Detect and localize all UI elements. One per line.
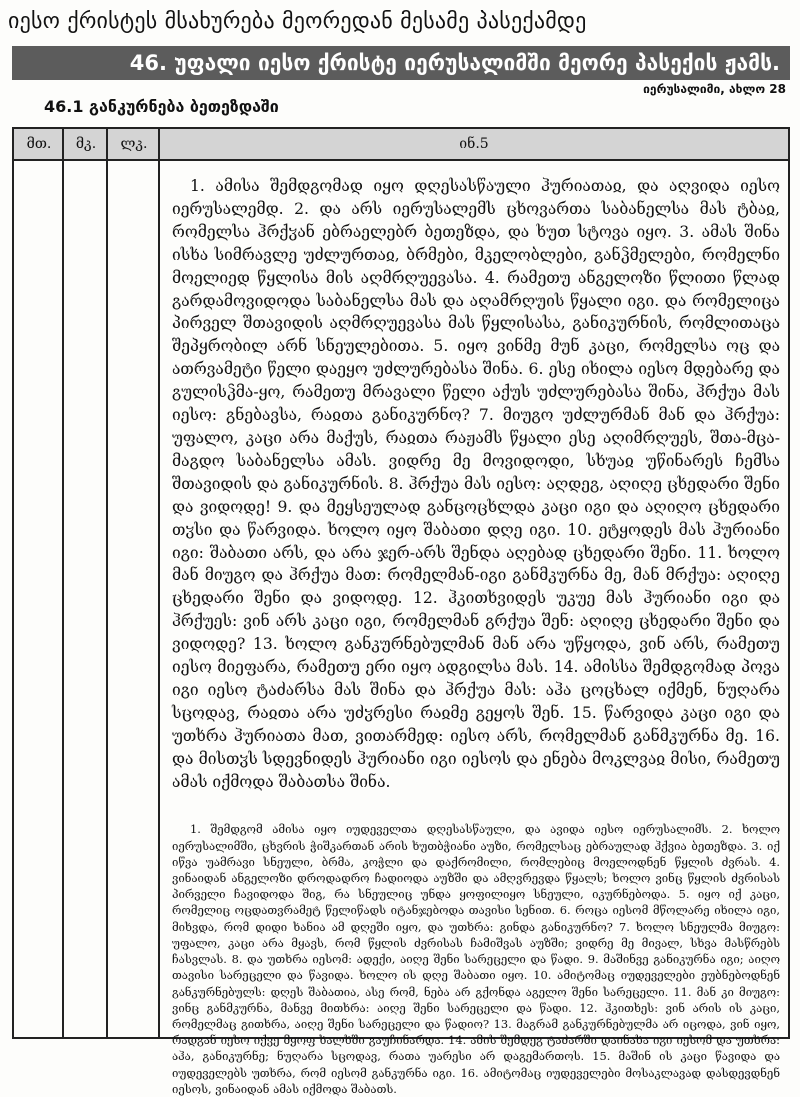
column-divider <box>158 129 160 1037</box>
section-heading: 46.1 განკურნება ბეთეზდაში <box>44 97 279 116</box>
header-matthew: მთ. <box>26 136 52 152</box>
john-text-modern-georgian: 1. შემდგომ ამისა იყო იუდეველთა დღესასწაული, და ავიდა იესო იერუსალიმს. 2. ხოლო იერუსალიმში, ცხვრის ჭიშკართან არის ხუთბჭიანი აუზი, რომელსაც ებრაულად ჰქვია ბეთეზდა. 3. იქ იწვა უამრავი სნეული, ბრმა, კოჭლი და დაქრომილი, რომლებიც მოელოდნენ წყლის ძვრას. 4. ვინაიდან ანგელოზი დროდადრო ჩადიოდა აუზში და ამღვრევდა წყალს; ხოლო ვინც წყლის ძვრისას პირველი ჩავიდოდა შიგ, რა სნეულიც უნდა ყოფილიყო სნეული, იკურნებოდა. 5. იყო იქ კაცი, რომელიც ოცდათვრამეტ წელიწადს იტანჯებოდა თავისი სენით. 6. როცა იესომ მწოლარე იხილა იგი, მიხვდა, რომ დიდი ხანია ამ დღეში იყო, და უთხრა: გინდა განიკურნო? 7. ხოლო სნეულმა მიუგო: უფალო, კაცი არა მყავს, რომ წყლის ძვრისას ჩამიშვას აუზში; ვიდრე მე მივალ, სხვა მასწრებს ჩასვლას. 8. და უთხრა იესომ: ადექი, აიღე შენი სარეცელი და წადი. 9. მაშინვე განიკურნა იგი; აიღო თავისი სარეცელი და წავიდა. ხოლო ის დღე შაბათი იყო. 10. ამიტომაც იუდეველები ეუბნებოდნენ განკურნებულს: დღეს შაბათია, ასე რომ, ნება არ გქონდა აგელო შენი სარეცელი. 11. მან კი მიუგო: ვინც განმკურნა, მანვე მითხრა: აიღე შენი სარეცელი და წადი. 12. ჰკითხეს: ვინ არის ის კაცი, რომელმაც გითხრა, აიღე შენი სარეცელი და წადიო? 13. მაგრამ განკურნებულმა არ იცოდა, ვინ იყო, რადგან იესო იქვე მყოფ ხალხში გაუჩინარდა. 14. ამის შემდეგ ტაძარში დაინახა იგი იესომ და უთხრა: აჰა, განიკურნე; ნუღარა სცოდავ, რათა უარესი არ დაგემართოს. 15. მაშინ ის კაცი წავიდა და იუდეველებს უთხრა, რომ იესომ განკურნა იგი. 16. ამიტომაც იუდეველები მოსაკლავად დასდევდნენ იესოს, ვინაიდან ამას იქმოდა შაბათს. <box>172 822 780 1096</box>
running-head: იესო ქრისტეს მსახურება მეორედან მესამე პასექამდე <box>8 9 587 34</box>
table-header-row <box>14 129 788 161</box>
chapter-title: 46. უფალი იესო ქრისტე იერუსალიმში მეორე პასექის ჟამს. <box>12 46 790 80</box>
place-label: იერუსალიმი, ახლო 28 <box>643 82 786 96</box>
header-mark: მკ. <box>75 136 97 152</box>
john-column <box>172 165 780 1097</box>
header-john: ინ.5 <box>459 136 489 152</box>
john-text-old-georgian: 1. ამისა შემდგომად იყო დღესასწაული ჰურიათაჲ, და აღვიდა იესო იერუსალემდ. 2. და არს იერუსალემს ცხოვართა საბანელსა მას ტბაჲ, რომელსა ჰრქჳან ებრაელებრ ბეთეზდა, და ხუთ სტოვა იყო. 3. ამას შინა ისხა სიმრავლე უძლურთაჲ, ბრმები, მკელობლები, განჴმელები, რომელნი მოელიედ წყლისა მის აღმრღუევასა. 4. რამეთუ ანგელოზი წლითი წლად გარდამოვიდოდა საბანელსა მას და აღამრღუის წყალი იგი. და რომელიცა პირველ შთავიდის აღმრღუევასა მას წყლისასა, განიკურნის, რომლითაცა შეპყრობილ არნ სნეულებითა. 5. იყო ვინმე მუნ კაცი, რომელსა ოც და ათრვამეტი წელი დაეყო უძლურებასა შინა. 6. ესე იხილა იესო მდებარე და გულისჴმა-ყო, რამეთუ მრავალი წელი აქუს უძლურებასა შინა, ჰრქუა მას იესო: გნებავსა, რაჲთა განიკურნო? 7. მიუგო უძლურმან მან და ჰრქუა: უფალო, კაცი არა მაქუს, რაჲთა რაჟამს წყალი ესე აღიმრღუეს, შთა-მცა-მაგდო საბანელსა ამას. ვიდრე მე მოვიდოდი, სხუაჲ უწინარეს ჩემსა შთავიდის და განიკურნის. 8. ჰრქუა მას იესო: აღდეგ, აღიღე ცხედარი შენი და ვიდოდე! 9. და მეყსეულად განცოცხლდა კაცი იგი და აღიღო ცხედარი თჳსი და წარვიდა. ხოლო იყო შაბათი დღე იგი. 10. ეტყოდეს მას ჰურიანი იგი: შაბათი არს, და არა ჯერ-არს შენდა აღებად ცხედარი შენი. 11. ხოლო მან მიუგო და ჰრქუა მათ: რომელმან-იგი განმკურნა მე, მან მრქუა: აღიღე ცხედარი შენი და ვიდოდე. 12. ჰკითხვიდეს უკუე მას ჰურიანი იგი და ჰრქუეს: ვინ არს კაცი იგი, რომელმან გრქუა შენ: აღიღე ცხედარი შენი და ვიდოდე? 13. ხოლო განკურნებულმან მან არა უწყოდა, ვინ არს, რამეთუ იესო მიეფარა, რამეთუ ერი იყო ადგილსა მას. 14. ამისსა შემდგომად პოვა იგი იესო ტაძარსა მას შინა და ჰრქუა მას: აჰა ცოცხალ იქმენ, ნუღარა სცოდავ, რაჲთა არა უძჳრესი რაჲმე გეყოს შენ. 15. წარვიდა კაცი იგი და უთხრა ჰურიათა მათ, ვითარმედ: იესო არს, რომელმან განმკურნა მე. 16. და მისთჳს სდევნიდეს ჰურიანი იგი იესოს და ენება მოკლვაჲ მისი, რამეთუ ამას იქმოდა შაბათსა შინა. <box>172 177 780 791</box>
gospel-parallel-table <box>12 127 790 1096</box>
column-divider <box>62 129 64 1037</box>
column-divider <box>106 129 108 1037</box>
header-luke: ლკ. <box>120 136 148 152</box>
